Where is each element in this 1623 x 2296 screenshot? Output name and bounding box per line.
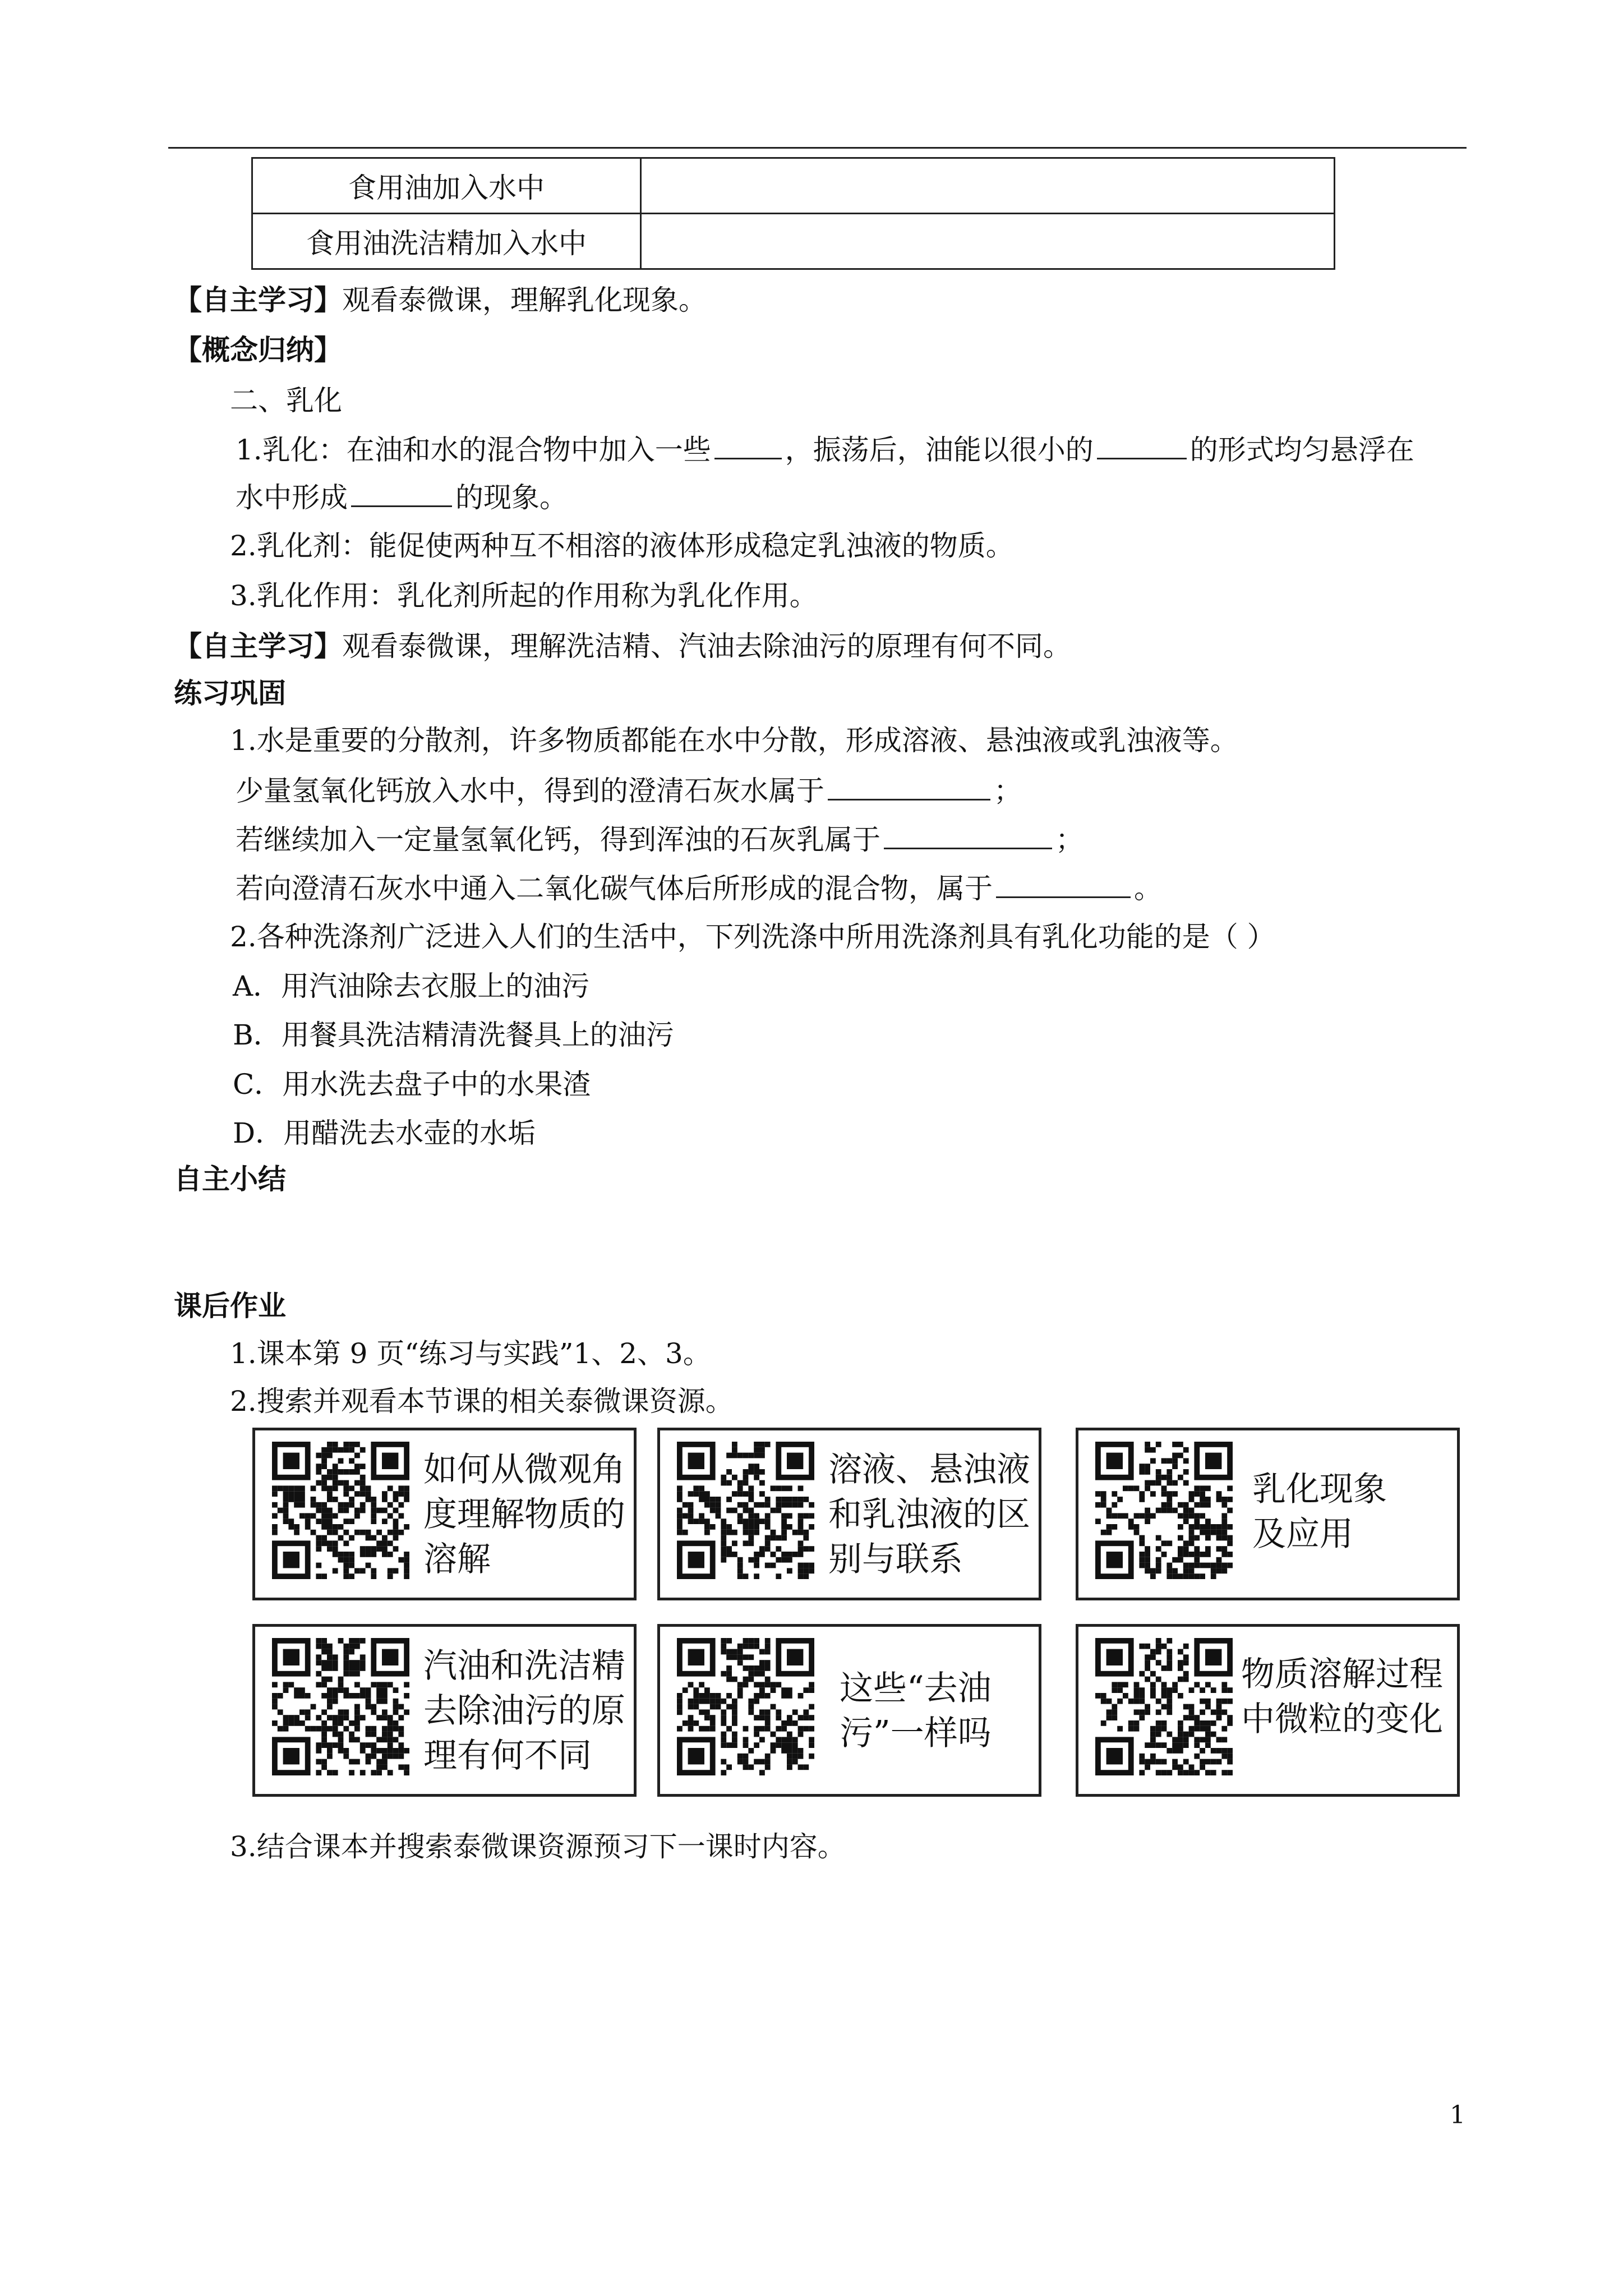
self-study-tag: 【自主学习】 <box>174 629 342 662</box>
emulsify-definition-line-2 <box>236 480 568 514</box>
question-text: ； <box>994 775 1022 807</box>
header-rule <box>168 147 1467 149</box>
self-study-line-2 <box>174 629 1071 663</box>
resource-card-title: 如何从微观角度理解物质的溶解 <box>423 1450 625 1579</box>
qr-code-icon <box>272 1638 409 1775</box>
table-cell-label: 食用油加入水中 <box>252 158 641 214</box>
practice-heading: 练习巩固 <box>174 677 286 710</box>
definition-text: ，振荡后，油能以很小的 <box>785 434 1094 466</box>
resource-card[interactable] <box>657 1428 1041 1600</box>
definition-text: 水中形成 <box>236 481 348 514</box>
resource-card[interactable] <box>1076 1624 1460 1797</box>
definition-text: 的形式均匀悬浮在 <box>1189 434 1414 466</box>
resource-card-title: 乳化现象及应用 <box>1252 1470 1387 1554</box>
qr-code-icon <box>1095 1638 1233 1775</box>
q1-line-1 <box>236 773 1022 808</box>
resource-card[interactable] <box>252 1428 637 1600</box>
fill-blank[interactable] <box>828 773 990 800</box>
section-heading-emulsify: 二、乳化 <box>230 384 342 417</box>
q2-option-c[interactable]: C．用水洗去盘子中的水果渣 <box>233 1068 591 1101</box>
resource-card-title: 汽油和洗洁精去除油污的原理有何不同 <box>423 1646 625 1775</box>
resource-card-title: 这些“去油污”一样吗 <box>840 1669 992 1753</box>
self-study-text: 观看泰微课，理解洗洁精、汽油去除油污的原理有何不同。 <box>342 630 1071 662</box>
page-number: 1 <box>1450 2101 1465 2129</box>
table-row <box>252 214 1335 269</box>
resource-card-title: 物质溶解过程中微粒的变化 <box>1241 1655 1443 1739</box>
homework-item-2: 2.搜索并观看本节课的相关泰微课资源。 <box>230 1385 734 1418</box>
question-text: ； <box>1055 823 1083 856</box>
qr-code-icon <box>272 1442 409 1579</box>
resource-card[interactable] <box>1076 1428 1460 1600</box>
definition-text: 的现象。 <box>455 481 568 514</box>
homework-item-3: 3.结合课本并搜索泰微课资源预习下一课时内容。 <box>230 1830 846 1863</box>
qr-code-icon <box>677 1638 814 1775</box>
table-cell-answer[interactable] <box>641 214 1335 269</box>
resource-card-title: 溶液、悬浊液和乳浊液的区别与联系 <box>828 1450 1030 1579</box>
self-study-text: 观看泰微课，理解乳化现象。 <box>342 284 707 316</box>
q2-option-a[interactable]: A．用汽油除去衣服上的油污 <box>233 970 590 1002</box>
definition-text: 1.乳化：在油和水的混合物中加入一些 <box>236 434 711 466</box>
resource-card[interactable] <box>252 1624 637 1797</box>
table-row <box>252 158 1335 214</box>
summary-heading: 自主小结 <box>174 1162 286 1195</box>
q1-line-3 <box>236 871 1162 905</box>
concept-tag: 【概念归纳】 <box>174 333 342 366</box>
fill-blank[interactable] <box>884 822 1052 849</box>
q2-option-d[interactable]: D．用醋洗去水壶的水垢 <box>233 1117 536 1149</box>
emulsifier-definition: 2.乳化剂：能促使两种互不相溶的液体形成稳定乳浊液的物质。 <box>230 530 1014 562</box>
table-cell-label: 食用油洗洁精加入水中 <box>252 214 641 269</box>
observation-table <box>251 157 1335 270</box>
q2-option-b[interactable]: B．用餐具洗洁精清洗餐具上的油污 <box>233 1019 674 1051</box>
q1-line-2 <box>236 822 1083 857</box>
question-text: 若向澄清石灰水中通入二氧化碳气体后所形成的混合物，属于 <box>236 872 993 905</box>
table-cell-answer[interactable] <box>641 158 1335 214</box>
fill-blank[interactable] <box>1097 432 1187 459</box>
q2-stem: 2.各种洗涤剂广泛进入人们的生活中，下列洗涤中所用洗涤剂具有乳化功能的是（ ） <box>230 921 1275 953</box>
question-text: 。 <box>1134 872 1162 905</box>
question-text: 少量氢氧化钙放入水中，得到的澄清石灰水属于 <box>236 775 824 807</box>
question-text: 若继续加入一定量氢氧化钙，得到浑浊的石灰乳属于 <box>236 823 880 856</box>
self-study-line-1 <box>174 283 707 317</box>
homework-item-1: 1.课本第 9 页“练习与实践”1、2、3。 <box>230 1337 711 1370</box>
homework-heading: 课后作业 <box>174 1289 286 1322</box>
emulsification-definition: 3.乳化作用：乳化剂所起的作用称为乳化作用。 <box>230 579 818 612</box>
self-study-tag: 【自主学习】 <box>174 283 342 316</box>
qr-code-icon <box>1095 1442 1233 1579</box>
fill-blank[interactable] <box>996 871 1131 898</box>
qr-code-icon <box>677 1442 814 1579</box>
q1-stem: 1.水是重要的分散剂，许多物质都能在水中分散，形成溶液、悬浊液或乳浊液等。 <box>230 724 1238 757</box>
fill-blank[interactable] <box>351 480 452 507</box>
emulsify-definition-line-1 <box>236 432 1414 467</box>
resource-card[interactable] <box>657 1624 1041 1797</box>
fill-blank[interactable] <box>714 432 782 459</box>
